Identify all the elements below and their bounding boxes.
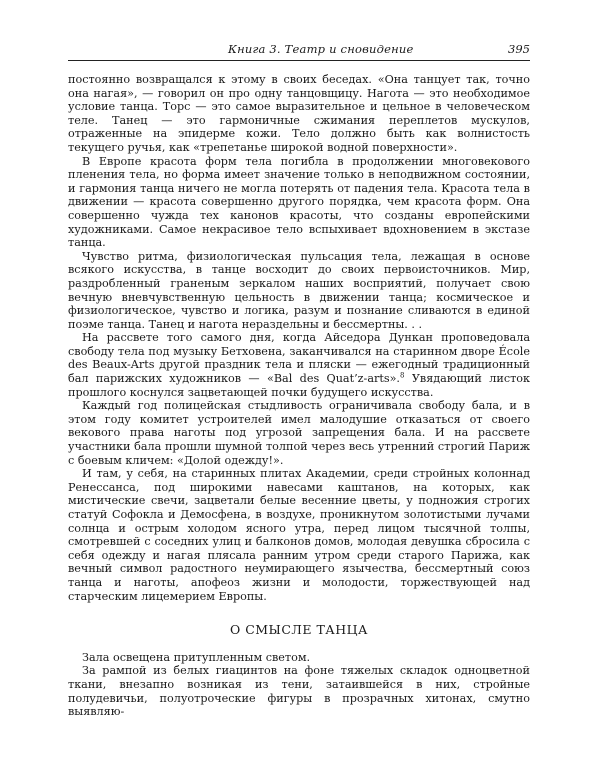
paragraph: За рампой из белых гиацинтов на фоне тяжелых складок одноцветной ткани, внезапно возникая из тени, затаившейся в них, стройные полудевичьи, полуотроческие фигуры в прозрачных хитонах, смутно выявляю- [68, 664, 530, 719]
footnote-marker[interactable]: 8 [399, 371, 405, 380]
book-page [68, 40, 530, 719]
paragraph [68, 331, 530, 399]
paragraph: В Европе красота форм тела погибла в продолжении многовекового пленения тела, но форма имеет значение только в неподвижном состоянии, и гармония танца ничего не могла потерять от падения тела. Красота тела в движении — красота совершенно другого порядка, чем красота форм. Она совершенно чужда тех канонов красоты, что созданы европейскими художниками. Самое некрасивое тело вспыхивает вдохновением в экстазе танца. [68, 154, 530, 250]
page-number: 395 [508, 42, 530, 56]
paragraph: И там, у себя, на старинных плитах Академии, среди стройных колоннад Ренессанса, под широкими навесами каштанов, на которых, как мистические свечи, зацветали белые весенние цветы, у подножия строгих статуй Софокла и Демосфена, в воздухе, проникнутом золотистыми лучами солнца и острым холодом ясного утра, перед лицом тысячной толпы, смотревшей с соседних улиц и балконов домов, молодая девушка сбросила с себя одежду и нагая плясала ранним утром среди старого Парижа, как вечный символ радостного неумирающего язычества, бессмертный союз танца и наготы, апофеоз жизни и молодости, торжествующей над старческим лицемерием Европы. [68, 467, 530, 603]
paragraph: постоянно возвращался к этому в своих беседах. «Она танцует так, точно она нагая», — говорил он про одну танцовщицу. Нагота — это необходимое условие танца. Торс — это самое выразительное и цельное в человеческом теле. Танец — это гармоничные сжимания переплетов мускулов, отраженные на эпидерме кожи. Тело должно быть как волнистость текущего ручья, как «трепетанье широкой водной поверхности». [68, 73, 530, 154]
paragraph: Чувство ритма, физиологическая пульсация тела, лежащая в основе всякого искусства, в танце восходит до своих первоисточников. Мир, раздробленный граненым зеркалом наших восприятий, получает свою вечную вневчувственную цельность в движении танца; космическое и физиологическое, чувство и логика, разум и познание сливаются в единой поэме танца. Танец и нагота нераздельны и бессмертны. . . [68, 249, 530, 331]
main-text [68, 73, 530, 719]
paragraph-text: Увядающий листок прошлого коснулся зацветающей почки будущего искусства. [68, 372, 530, 399]
section-title: О СМЫСЛЕ ТАНЦА [229, 622, 369, 638]
page-header [68, 40, 530, 61]
running-head: Книга 3. Театр и сновидение [228, 42, 414, 56]
paragraph: Зала освещена притупленным светом. [82, 650, 311, 664]
paragraph: Каждый год полицейская стыдливость ограничивала свободу бала, и в этом году комитет устроителей имел малодушие отказаться от своего векового права наготы под угрозой запрещения бала. И на рассвете участники бала прошли шумной толпой через весь утренний строгий Париж с боевым кличем: «Долой одежду!». [68, 399, 530, 467]
paragraph-text: На рассвете того самого дня, когда Айседора Дункан проповедовала свободу тела под музыку Бетховена, заканчивался на старинном дворе École des Beaux-Arts другой праздник тела и пляски — ежегодный традиционный бал парижских художников — «Bal des Quat’z-arts». [68, 331, 530, 386]
